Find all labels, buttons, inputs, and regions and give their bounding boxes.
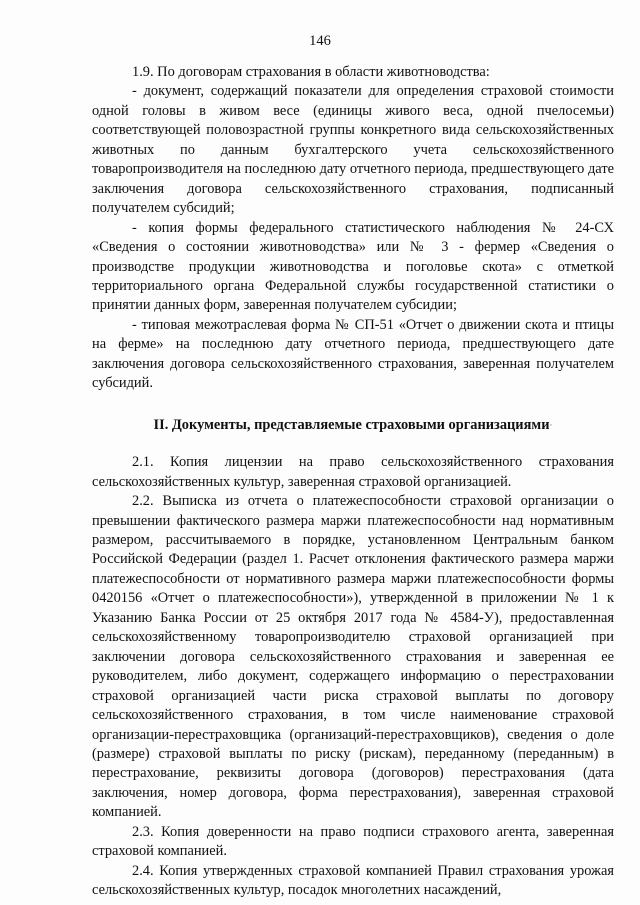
section-2-heading-text: II. Документы, представляемые страховыми организациями bbox=[153, 416, 550, 433]
section-1-9-item-1: - документ, содержащий показатели для определения страховой стоимости одной головы в живом весе (единицы живого веса, одной пчелосемьи) соответствующей половозрастной группы конкретного вида сельскохозяйственных животных по данным бухгалтерского учета сельскохозяйственного товаропроизводителя на последнюю дату отчетного периода, предшествующего дате заключения договора сельскохозяйственного страхования, подписанный получателем субсидий; bbox=[92, 83, 614, 217]
paragraph-2-4: 2.4. Копия утвержденных страховой компанией Правил страхования урожая сельскохозяйственных культур, посадок многолетних насаждений, bbox=[92, 862, 614, 899]
document-body bbox=[92, 63, 614, 901]
section-1-9-title: 1.9. По договорам страхования в области животноводства: bbox=[132, 64, 490, 80]
page-number: 146 bbox=[309, 33, 331, 49]
paragraph-2-2: 2.2. Выписка из отчета о платежеспособности страховой организации о превышении фактического размера маржи платежеспособности над нормативным размером, рассчитываемого в порядке, установленном Центральным банком Российской Федерации (раздел 1. Расчет отклонения фактического размера маржи платежеспособности от нормативного размера маржи платежеспособности формы 0420156 «Отчет о платежеспособности»), утвержденной в приложении № 1 к Указанию Банка России от 25 октября 2017 года № 4584-У), предоставленная сельскохозяйственному товаропроизводителю страховой организацией при заключении договора сельскохозяйственного страхования и заверенная ее руководителем, либо документ, содержащего информацию о перестраховании страховой организацией части риска страховой выплаты по договору сельскохозяйственного страхования, в том числе наименование страховой организации-перестраховщика (организаций-перестраховщиков), сведения о доле (размере) страховой выплаты по риску (рискам), переданному (переданным) в перестрахование, реквизиты договора (договоров) перестрахования (дата заключения, номер договора, форма перестрахования), заверенная страховой компанией. bbox=[92, 493, 614, 821]
section-1-9-item-2: - копия формы федерального статистического наблюдения № 24-СХ «Сведения о состоянии животноводства» или № 3 - фермер «Сведения о производстве продукции животноводства и поголовье скота» с отметкой территориального органа Федеральной службы государственной статистики о принятии данных форм, заверенная получателем субсидии; bbox=[92, 219, 614, 314]
section-2-heading bbox=[92, 416, 614, 435]
paragraph-2-3: 2.3. Копия доверенности на право подписи страхового агента, заверенная страховой компанией. bbox=[92, 823, 614, 860]
section-1-9-item-3: - типовая межотраслевая форма № СП-51 «Отчет о движении скота и птицы на ферме» на последнюю дату отчетного периода, предшествующего дате заключения договора сельскохозяйственного страхования, заверенная получателем субсидий. bbox=[92, 316, 614, 392]
heading-mark: · bbox=[549, 419, 553, 430]
paragraph-2-1: 2.1. Копия лицензии на право сельскохозяйственного страхования сельскохозяйственных культур, заверенная страховой организацией. bbox=[92, 454, 614, 490]
